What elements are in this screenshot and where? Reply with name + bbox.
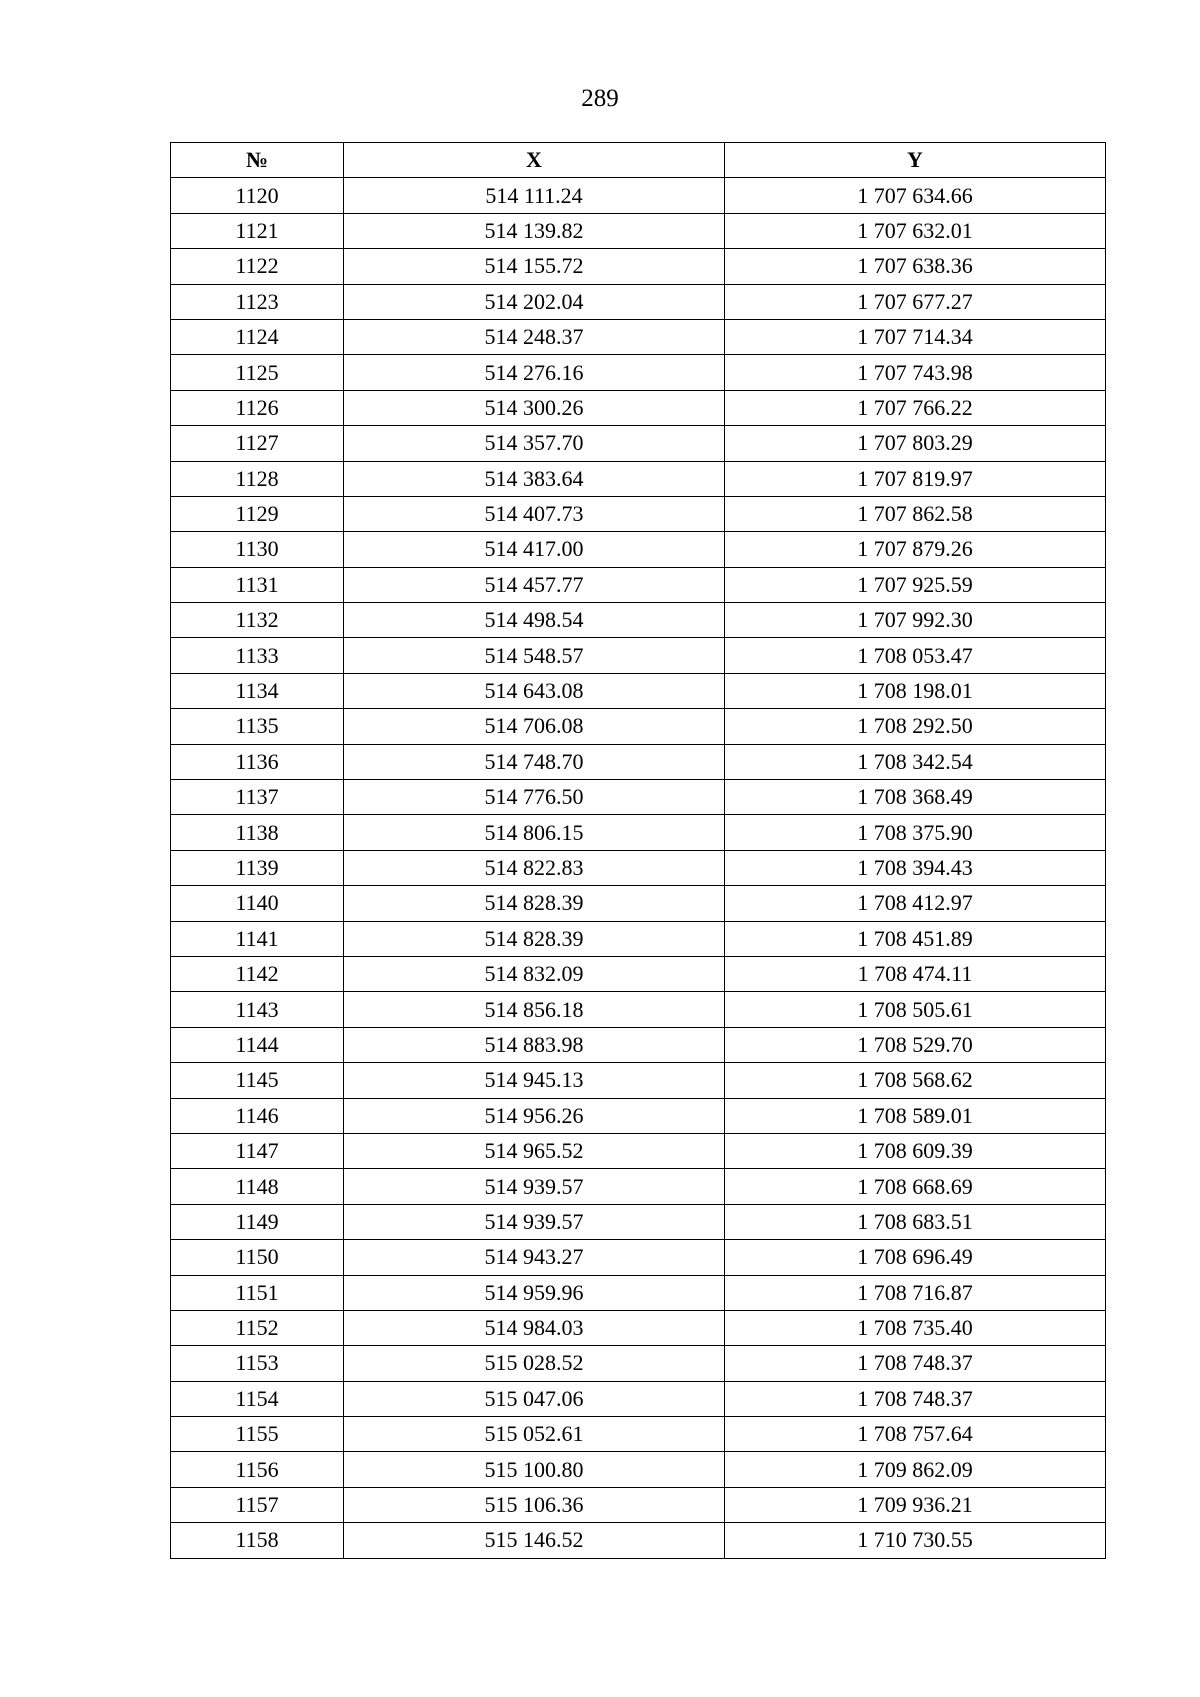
x-coordinate-cell: 514 939.57 — [344, 1169, 725, 1204]
table-row — [171, 249, 1106, 284]
table-row — [171, 1027, 1106, 1062]
point-number-cell: 1151 — [171, 1275, 344, 1310]
x-coordinate-cell: 514 776.50 — [344, 780, 725, 815]
y-coordinate-cell: 1 707 819.97 — [725, 461, 1106, 496]
table-row — [171, 1063, 1106, 1098]
y-coordinate-cell: 1 708 696.49 — [725, 1240, 1106, 1275]
table-row — [171, 673, 1106, 708]
table-row — [171, 1523, 1106, 1558]
header-row — [171, 143, 1106, 178]
table-row — [171, 1204, 1106, 1239]
y-coordinate-cell: 1 708 412.97 — [725, 886, 1106, 921]
column-header-y: Y — [725, 143, 1106, 178]
point-number-cell: 1148 — [171, 1169, 344, 1204]
table-row — [171, 284, 1106, 319]
table-row — [171, 709, 1106, 744]
table-row — [171, 956, 1106, 991]
y-coordinate-cell: 1 707 862.58 — [725, 496, 1106, 531]
x-coordinate-cell: 514 643.08 — [344, 673, 725, 708]
point-number-cell: 1132 — [171, 603, 344, 638]
point-number-cell: 1138 — [171, 815, 344, 850]
point-number-cell: 1147 — [171, 1133, 344, 1168]
table-header — [171, 143, 1106, 178]
table-row — [171, 1240, 1106, 1275]
table-row — [171, 1381, 1106, 1416]
table-row — [171, 426, 1106, 461]
point-number-cell: 1133 — [171, 638, 344, 673]
x-coordinate-cell: 515 106.36 — [344, 1487, 725, 1522]
point-number-cell: 1144 — [171, 1027, 344, 1062]
x-coordinate-cell: 514 139.82 — [344, 213, 725, 248]
point-number-cell: 1125 — [171, 355, 344, 390]
y-coordinate-cell: 1 708 748.37 — [725, 1346, 1106, 1381]
x-coordinate-cell: 514 748.70 — [344, 744, 725, 779]
page-number: 289 — [581, 85, 619, 112]
table-row — [171, 603, 1106, 638]
point-number-cell: 1156 — [171, 1452, 344, 1487]
point-number-cell: 1136 — [171, 744, 344, 779]
y-coordinate-cell: 1 708 053.47 — [725, 638, 1106, 673]
x-coordinate-cell: 514 417.00 — [344, 532, 725, 567]
x-coordinate-cell: 514 939.57 — [344, 1204, 725, 1239]
point-number-cell: 1130 — [171, 532, 344, 567]
point-number-cell: 1139 — [171, 850, 344, 885]
y-coordinate-cell: 1 708 748.37 — [725, 1381, 1106, 1416]
table-row — [171, 1133, 1106, 1168]
point-number-cell: 1121 — [171, 213, 344, 248]
point-number-cell: 1149 — [171, 1204, 344, 1239]
y-coordinate-cell: 1 708 394.43 — [725, 850, 1106, 885]
point-number-cell: 1140 — [171, 886, 344, 921]
x-coordinate-cell: 514 828.39 — [344, 921, 725, 956]
coordinates-table — [170, 142, 1106, 1559]
point-number-cell: 1141 — [171, 921, 344, 956]
x-coordinate-cell: 514 155.72 — [344, 249, 725, 284]
y-coordinate-cell: 1 708 505.61 — [725, 992, 1106, 1027]
table-row — [171, 815, 1106, 850]
y-coordinate-cell: 1 707 632.01 — [725, 213, 1106, 248]
x-coordinate-cell: 514 945.13 — [344, 1063, 725, 1098]
x-coordinate-cell: 514 706.08 — [344, 709, 725, 744]
point-number-cell: 1152 — [171, 1310, 344, 1345]
x-coordinate-cell: 514 498.54 — [344, 603, 725, 638]
y-coordinate-cell: 1 708 375.90 — [725, 815, 1106, 850]
y-coordinate-cell: 1 709 862.09 — [725, 1452, 1106, 1487]
table-row — [171, 1169, 1106, 1204]
table-row — [171, 178, 1106, 213]
y-coordinate-cell: 1 708 451.89 — [725, 921, 1106, 956]
y-coordinate-cell: 1 707 992.30 — [725, 603, 1106, 638]
x-coordinate-cell: 514 457.77 — [344, 567, 725, 602]
table-row — [171, 921, 1106, 956]
x-coordinate-cell: 514 822.83 — [344, 850, 725, 885]
y-coordinate-cell: 1 707 743.98 — [725, 355, 1106, 390]
point-number-cell: 1126 — [171, 390, 344, 425]
x-coordinate-cell: 514 806.15 — [344, 815, 725, 850]
table-row — [171, 1098, 1106, 1133]
point-number-cell: 1157 — [171, 1487, 344, 1522]
table-row — [171, 638, 1106, 673]
y-coordinate-cell: 1 708 568.62 — [725, 1063, 1106, 1098]
table-row — [171, 744, 1106, 779]
table-body — [171, 178, 1106, 1558]
x-coordinate-cell: 514 300.26 — [344, 390, 725, 425]
x-coordinate-cell: 514 832.09 — [344, 956, 725, 991]
table-row — [171, 780, 1106, 815]
point-number-cell: 1155 — [171, 1417, 344, 1452]
x-coordinate-cell: 514 248.37 — [344, 319, 725, 354]
table-row — [171, 461, 1106, 496]
point-number-cell: 1128 — [171, 461, 344, 496]
point-number-cell: 1123 — [171, 284, 344, 319]
x-coordinate-cell: 514 276.16 — [344, 355, 725, 390]
point-number-cell: 1134 — [171, 673, 344, 708]
point-number-cell: 1135 — [171, 709, 344, 744]
x-coordinate-cell: 514 407.73 — [344, 496, 725, 531]
point-number-cell: 1150 — [171, 1240, 344, 1275]
table-row — [171, 496, 1106, 531]
point-number-cell: 1120 — [171, 178, 344, 213]
point-number-cell: 1131 — [171, 567, 344, 602]
x-coordinate-cell: 514 548.57 — [344, 638, 725, 673]
x-coordinate-cell: 514 111.24 — [344, 178, 725, 213]
y-coordinate-cell: 1 708 683.51 — [725, 1204, 1106, 1239]
y-coordinate-cell: 1 708 474.11 — [725, 956, 1106, 991]
x-coordinate-cell: 514 856.18 — [344, 992, 725, 1027]
y-coordinate-cell: 1 708 589.01 — [725, 1098, 1106, 1133]
table-row — [171, 850, 1106, 885]
y-coordinate-cell: 1 709 936.21 — [725, 1487, 1106, 1522]
y-coordinate-cell: 1 707 879.26 — [725, 532, 1106, 567]
y-coordinate-cell: 1 708 529.70 — [725, 1027, 1106, 1062]
x-coordinate-cell: 514 959.96 — [344, 1275, 725, 1310]
table-row — [171, 390, 1106, 425]
y-coordinate-cell: 1 707 638.36 — [725, 249, 1106, 284]
table-row — [171, 1310, 1106, 1345]
x-coordinate-cell: 514 202.04 — [344, 284, 725, 319]
x-coordinate-cell: 514 956.26 — [344, 1098, 725, 1133]
y-coordinate-cell: 1 708 198.01 — [725, 673, 1106, 708]
x-coordinate-cell: 515 047.06 — [344, 1381, 725, 1416]
y-coordinate-cell: 1 707 677.27 — [725, 284, 1106, 319]
point-number-cell: 1137 — [171, 780, 344, 815]
point-number-cell: 1146 — [171, 1098, 344, 1133]
point-number-cell: 1129 — [171, 496, 344, 531]
x-coordinate-cell: 515 052.61 — [344, 1417, 725, 1452]
y-coordinate-cell: 1 708 735.40 — [725, 1310, 1106, 1345]
y-coordinate-cell: 1 708 757.64 — [725, 1417, 1106, 1452]
point-number-cell: 1153 — [171, 1346, 344, 1381]
x-coordinate-cell: 515 100.80 — [344, 1452, 725, 1487]
x-coordinate-cell: 514 984.03 — [344, 1310, 725, 1345]
x-coordinate-cell: 514 943.27 — [344, 1240, 725, 1275]
point-number-cell: 1143 — [171, 992, 344, 1027]
x-coordinate-cell: 514 383.64 — [344, 461, 725, 496]
table-row — [171, 319, 1106, 354]
y-coordinate-cell: 1 707 766.22 — [725, 390, 1106, 425]
x-coordinate-cell: 514 965.52 — [344, 1133, 725, 1168]
table-row — [171, 1417, 1106, 1452]
y-coordinate-cell: 1 708 716.87 — [725, 1275, 1106, 1310]
point-number-cell: 1124 — [171, 319, 344, 354]
y-coordinate-cell: 1 708 292.50 — [725, 709, 1106, 744]
column-header-number: № — [171, 143, 344, 178]
point-number-cell: 1154 — [171, 1381, 344, 1416]
point-number-cell: 1122 — [171, 249, 344, 284]
point-number-cell: 1127 — [171, 426, 344, 461]
table-row — [171, 992, 1106, 1027]
table-row — [171, 1452, 1106, 1487]
x-coordinate-cell: 515 146.52 — [344, 1523, 725, 1558]
table-row — [171, 213, 1106, 248]
point-number-cell: 1158 — [171, 1523, 344, 1558]
y-coordinate-cell: 1 708 342.54 — [725, 744, 1106, 779]
y-coordinate-cell: 1 707 714.34 — [725, 319, 1106, 354]
x-coordinate-cell: 514 883.98 — [344, 1027, 725, 1062]
table-row — [171, 886, 1106, 921]
column-header-x: X — [344, 143, 725, 178]
y-coordinate-cell: 1 707 925.59 — [725, 567, 1106, 602]
table-row — [171, 1487, 1106, 1522]
point-number-cell: 1142 — [171, 956, 344, 991]
table-row — [171, 355, 1106, 390]
x-coordinate-cell: 514 357.70 — [344, 426, 725, 461]
y-coordinate-cell: 1 708 609.39 — [725, 1133, 1106, 1168]
y-coordinate-cell: 1 708 368.49 — [725, 780, 1106, 815]
table-row — [171, 1346, 1106, 1381]
x-coordinate-cell: 515 028.52 — [344, 1346, 725, 1381]
table-row — [171, 1275, 1106, 1310]
table-row — [171, 567, 1106, 602]
y-coordinate-cell: 1 710 730.55 — [725, 1523, 1106, 1558]
y-coordinate-cell: 1 707 634.66 — [725, 178, 1106, 213]
point-number-cell: 1145 — [171, 1063, 344, 1098]
y-coordinate-cell: 1 707 803.29 — [725, 426, 1106, 461]
x-coordinate-cell: 514 828.39 — [344, 886, 725, 921]
y-coordinate-cell: 1 708 668.69 — [725, 1169, 1106, 1204]
table-row — [171, 532, 1106, 567]
